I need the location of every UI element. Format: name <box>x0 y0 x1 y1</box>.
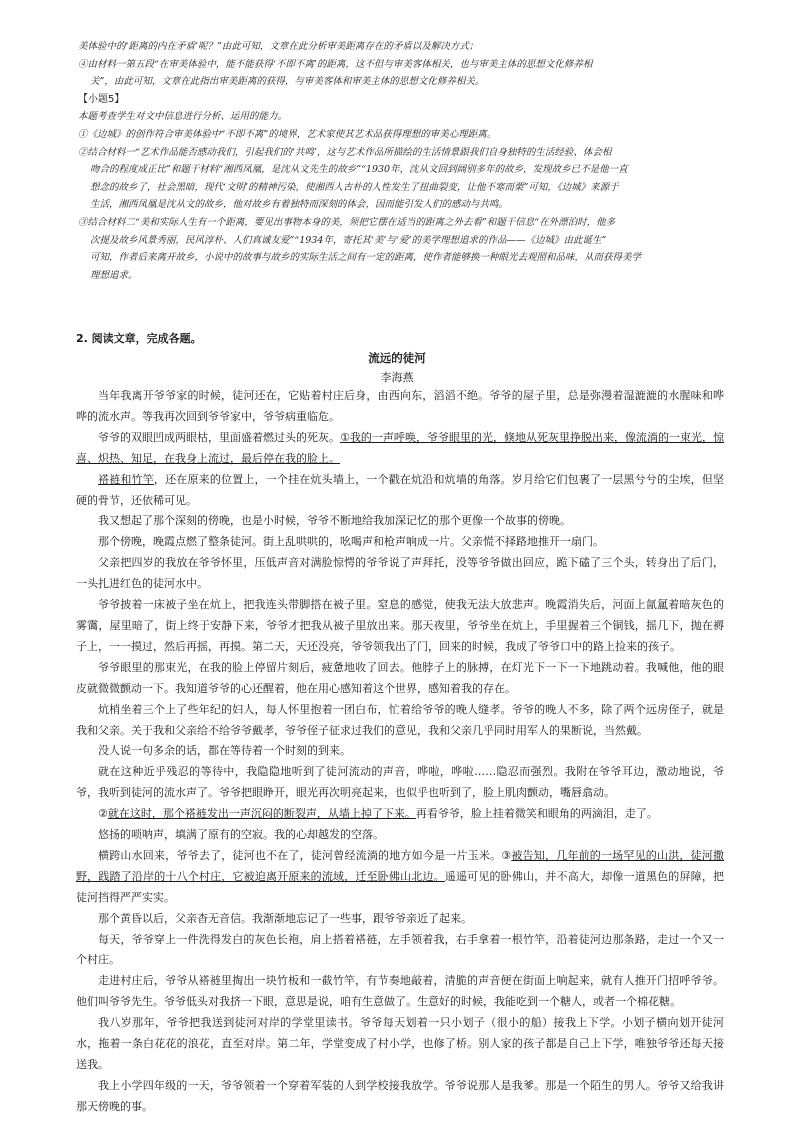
paragraph: 悠扬的唢呐声，填满了原有的空寂。我的心却越发的空落。 <box>98 828 384 842</box>
paragraph: 父亲把四岁的我放在爷爷怀里，压低声音对满脸惊愕的爷爷说了声拜托，没等爷爷做出回应，跪下磕了三个头，转身出了后门，一头扎进红色的徒河水中。 <box>76 556 724 591</box>
paragraph <box>76 846 724 909</box>
answer-line: ①《边城》的创作符合审美体验中“不即不离”的境界，艺术家使其艺术品获得理想的审美心理距离。 <box>78 128 497 140</box>
answer-line: 吻合的程度成正比”和题干材料“湘西凤凰，是沈从文先生的故乡”“1930年，沈从文回到阔别多年的故乡，发现故乡已不是他一直 <box>90 164 628 176</box>
paragraph-text: ② <box>98 807 108 821</box>
answer-line: 关”，由此可知，文章在此指出审美距离的获得，与审美客体和审美主体的思想文化修养相关。 <box>90 76 485 88</box>
paragraph-text: 遥遥可见的卧佛山，并不高大，却像一道黑色的屏障，把徒河挡得严严实实。 <box>76 869 725 904</box>
paragraph <box>76 804 724 825</box>
answer-line: ④由材料一第五段“在审美体验中，能不能获得‘不即不离’的距离，这不但与审美客体相关，也与审美主体的思想文化修养相 <box>78 58 593 70</box>
paragraph-text: 横跨山水回来，爷爷去了，徒河也不在了，徒河曾经流淌的地方如今是一片玉米。③ <box>98 848 512 862</box>
article-title: 流远的徒河 <box>368 351 426 365</box>
answer-line: ③结合材料二“美和实际人生有一个距离，要见出事物本身的美，须把它摆在适当的距离之外去看”和题干信息“在外漂泊时，他多 <box>78 216 616 228</box>
paragraph: 每天，爷爷穿上一件洗得发白的灰色长袍，肩上搭着褡裢，左手领着我，右手拿着一根竹竿，沿着徒河边那条路，走过一个又一个村庄。 <box>76 932 724 967</box>
article-author: 李海燕 <box>380 371 414 384</box>
paragraph-text: ，还在原来的位置上，一个挂在炕头墙上，一个戳在炕沿和炕墙的角落。岁月给它们包裹了一层黑兮兮的尘埃，但坚硬的骨节，还依稀可见。 <box>76 472 725 507</box>
answer-line: 理想追求。 <box>90 269 138 281</box>
paragraph: 走进村庄后，爷爷从褡裢里掏出一块竹板和一截竹竿，有节奏地敲着，清脆的声音便在街面上响起来，就有人推开门招呼爷爷。他们叫爷爷先生。爷爷低头对我挤一下眼，意思是说，咱有生意做了。生意好的时候，我能吃到一个糖人，或者一个棉花糖。 <box>76 974 724 1009</box>
paragraph: 爷爷眼里的那束光，在我的脸上停留片刻后，疲惫地收了回去。他脖子上的脉搏，在灯光下一下一下地跳动着。我喊他，他的眼皮就微微颤动一下。我知道爷爷的心还醒着，他在用心感知着这个世界，感知着我的存在。 <box>76 660 724 695</box>
paragraph-text: 再看爷爷，脸上挂着微笑和眼角的两滴泪，走了。 <box>415 807 658 821</box>
answer-line: ②结合材料一“艺术作品能否感动我们，引起我们的‘共鸣’，这与艺术作品所描绘的生活情景跟我们自身独特的生活经验、体会相 <box>78 146 612 158</box>
answer-line: 本题考查学生对文中信息进行分析、运用的能力。 <box>78 111 288 123</box>
paragraph: 爷爷披着一床被子坐在炕上，把我连头带脚搭在被子里。窒息的感觉，使我无法大放悲声。晚霞消失后，河面上氤氲着暗灰色的雾霭，屋里暗了，街上终于安静下来，爷爷才把我从被子里放出来。那天夜里，爷爷坐在炕上，手里握着三个铜钱，摇几下，抛在褥子上，一一摸过，然后再摇，再摸。第二天，天还没亮，爷爷领我出了门，回来的时候，我成了爷爷口中的路上捡来的孩子。 <box>76 598 724 653</box>
answer-line: 美体验中的‘距离的内在矛盾’呢？”由此可知，文章在此分析审美距离存在的矛盾以及解决方式； <box>78 41 479 52</box>
answer-line: 想念的故乡了，社会黑暗，现代‘文明’的精神污染，使湘西人古朴的人性发生了扭曲裂变，让他不寒而栗”可知，《边城》来源于 <box>90 181 619 193</box>
paragraph: 炕梢坐着三个上了些年纪的妇人，每人怀里抱着一团白布，忙着给爷爷的晚人缝孝。爷爷的晚人不多，除了两个远房侄子，就是我和父亲。关于我和父亲给不给爷爷戴孝，爷爷侄子征求过我们的意见，我和父亲几乎同时用军人的果断说，当然戴。 <box>76 702 724 737</box>
underlined-phrase: 褡裢和竹竿 <box>98 472 154 486</box>
article-body <box>76 386 724 1118</box>
answer-line: 次提及故乡风景秀丽，民风淳朴、人们真诚友爱”“1934年，寄托其‘美’与‘爱’的美学理想追求的作品——《边城》由此诞生” <box>90 234 607 246</box>
subquestion-label: 【小题5】 <box>78 93 125 105</box>
underlined-sentence-1: ①我的一声呼唤，爷爷眼里的光，倏地从死灰里挣脱出来，像流淌的一束光，惊喜、炽热、知足，在我身上流过，最后停在我的脸上。 <box>76 430 725 465</box>
paragraph: 我八岁那年，爷爷把我送到徒河对岸的学堂里读书。爷爷每天划着一只小划子（很小的船）接我上下学。小划子横向划开徒河水，拖着一条白花花的浪花，直至对岸。第二年，学堂变成了村小学，也修了桥。别人家的孩子都是自己上下学，唯独爷爷还每天接送我。 <box>76 1016 724 1071</box>
answer-line: 可知，作者后来离开故乡，小说中的故事与故乡的实际生活之间有一定的距离，使作者能够换一种眼光去观照和品味，从而获得美学 <box>90 252 642 264</box>
paragraph: 当年我离开爷爷家的时候，徒河还在，它贴着村庄后身，由西向东，滔滔不绝。爷爷的屋子里，总是弥漫着湿漉漉的水腥味和哗哗的流水声。等我再次回到爷爷家中，爷爷病重临危。 <box>76 389 724 423</box>
paragraph: 那个黄昏以后，父亲杳无音信。我渐渐地忘记了一些事，跟爷爷亲近了起来。 <box>98 911 472 925</box>
paragraph: 我上小学四年级的一天，爷爷领着一个穿着军装的人到学校接我放学。爷爷说那人是我爹。那是一个陌生的男人。爷爷又给我讲那天傍晚的事。 <box>76 1078 724 1113</box>
question-heading: 2. 阅读文章，完成各题。 <box>76 332 202 345</box>
paragraph: 没人说一句多余的话，都在等待着一个时刻的到来。 <box>98 744 351 758</box>
answer-section <box>78 38 728 284</box>
paragraph: 我又想起了那个深刻的傍晚，也是小时候，爷爷不断地给我加深记忆的那个更像一个故事的傍晚。 <box>98 514 571 528</box>
underlined-sentence-2: 就在这时，那个褡裢发出一声沉闷的断裂声，从墙上掉了下来。 <box>107 807 416 821</box>
answer-line: 生活，湘西凤凰是沈从文的故乡，他对故乡有着独特而深刻的体会，因而能引发人们的感动与共鸣。 <box>90 199 509 211</box>
paragraph: 那个傍晚，晚霞点燃了整条徒河。街上乱哄哄的，吆喝声和枪声响成一片。父亲慌不择路地推开一扇门。 <box>98 535 604 549</box>
paragraph <box>76 470 724 512</box>
underlined-sentence-3: 被告知，几年前的一场罕见的山洪，徒河撒野，践踏了沿岸的十八个村庄，它被迫离开原来的流域，迁至卧佛山北边。 <box>76 848 725 883</box>
paragraph <box>76 428 724 470</box>
paragraph-text: 爷爷的双眼凹成两眼枯，里面盛着燃过头的死灰。 <box>98 430 341 444</box>
paragraph: 就在这种近乎残忍的等待中，我隐隐地听到了徒河流动的声音，哗啦，哗啦……隐忍而强烈。我附在爷爷耳边，激动地说，爷爷，我听到徒河的流水声了。爷爷把眼睁开，眼光再次明亮起来，也似乎也听到了，脸上肌肉颤动，嘴唇翕动。 <box>76 765 724 800</box>
